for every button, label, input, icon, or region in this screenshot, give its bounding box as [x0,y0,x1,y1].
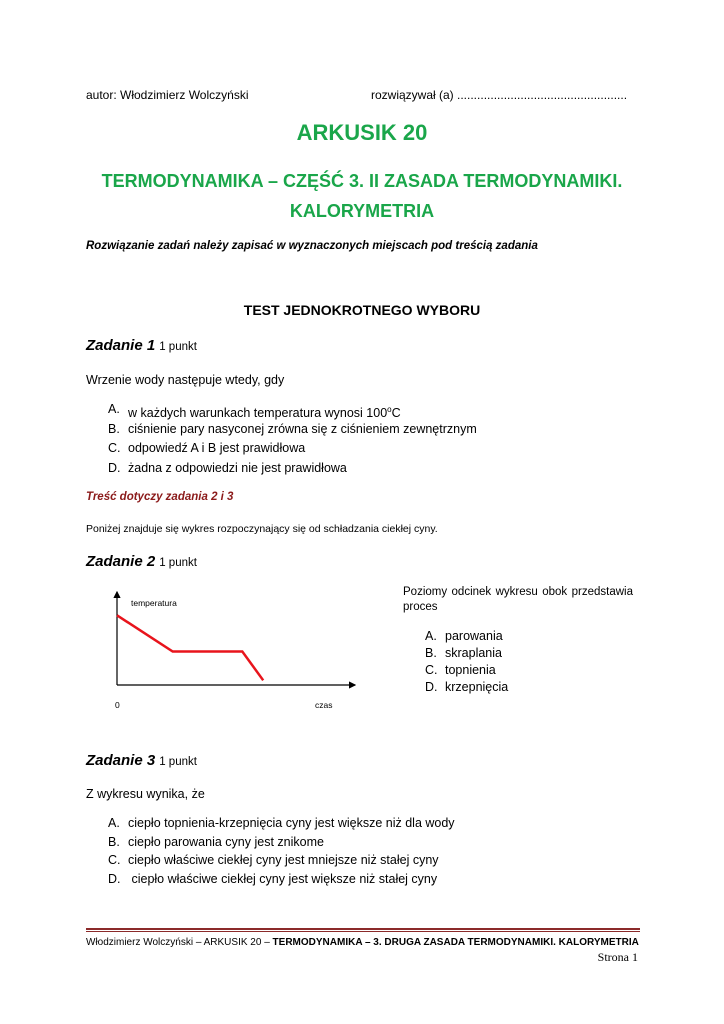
footer-rule-thin [86,931,640,932]
cooling-curve-line [117,615,263,680]
task1-option-a[interactable]: A. w każdych warunkach temperatura wynosi 100$^o$C [108,402,401,421]
author-label: autor: Włodzimierz Wolczyński [86,88,249,102]
y-axis-label: temperatura [131,598,177,608]
task2-options [403,628,508,696]
task1-question: Wrzenie wody następuje wtedy, gdy [86,373,285,387]
task2-question-line-2: proces [403,601,438,613]
task2-option-a[interactable]: A. parowania [425,629,503,643]
task3-options [86,814,455,888]
task2-heading [86,553,197,570]
task2-question-line-1: Poziomy odcinek wykresu obok przedstawia [403,586,633,598]
footer-prefix: Włodzimierz Wolczyński – ARKUSIK 20 – [86,937,273,948]
shared-context-heading: Treść dotyczy zadania 2 i 3 [86,491,234,503]
sheet-subtitle [60,166,664,226]
section-heading: TEST JEDNOKROTNEGO WYBORU [243,302,481,318]
task3-option-b[interactable]: B. ciepło parowania cyny jest znikome [108,834,324,849]
task3-option-a[interactable]: A. ciepło topnienia-krzepnięcia cyny jest większe niż dla wody [108,816,455,830]
task3-question: Z wykresu wynika, że [86,787,205,801]
task3-points: 1 punkt [159,756,197,768]
sheet-title: ARKUSIK 20 [296,120,428,145]
subtitle-line-1: TERMODYNAMIKA – CZĘŚĆ 3. II ZASADA TERMODYNAMIKI. [101,171,623,191]
x-axis-label: czas [315,700,333,710]
shared-context-text: Poniżej znajduje się wykres rozpoczynający się od schładzania ciekłej cyny. [86,523,438,535]
solver-label: rozwiązywał (a) ................................................... [371,88,628,102]
task1-points: 1 punkt [159,341,197,353]
task2-title: Zadanie 2 [86,553,156,570]
task3-title: Zadanie 3 [86,752,156,769]
cooling-chart [100,590,360,715]
task2-option-c[interactable]: C. topnienia [425,663,496,677]
task1-option-b[interactable]: B. ciśnienie pary nasyconej zrówna się z ciśnieniem zewnętrznym [108,421,477,436]
task2-question [403,585,633,615]
task2-points: 1 punkt [159,557,197,569]
footer-topic: TERMODYNAMIKA – 3. DRUGA ZASADA TERMODYNAMIKI. KALORYMETRIA [272,937,639,948]
footer-rule [86,928,640,930]
origin-label: 0 [115,700,120,710]
instruction-text: Rozwiązanie zadań należy zapisać w wyznaczonych miejscach pod treścią zadania [86,240,538,252]
task2-option-d[interactable]: D. krzepnięcia [425,680,509,694]
task1-heading [86,337,197,354]
subtitle-line-2: KALORYMETRIA [289,201,435,221]
task1-option-d[interactable]: D. żadna z odpowiedzi nie jest prawidłowa [108,460,347,475]
task2-option-b[interactable]: B. skraplania [425,646,502,660]
footer-text [86,937,639,948]
page-number: Strona 1 [597,950,638,964]
task1-option-c[interactable]: C. odpowiedź A i B jest prawidłowa [108,441,306,455]
task3-option-c[interactable]: C. ciepło właściwe ciekłej cyny jest mniejsze niż stałej cyny [108,853,439,867]
task3-heading [86,752,197,769]
task3-option-d[interactable]: D. ciepło właściwe ciekłej cyny jest większe niż stałej cyny [108,871,438,886]
task1-title: Zadanie 1 [86,337,156,354]
task1-options [86,400,477,478]
